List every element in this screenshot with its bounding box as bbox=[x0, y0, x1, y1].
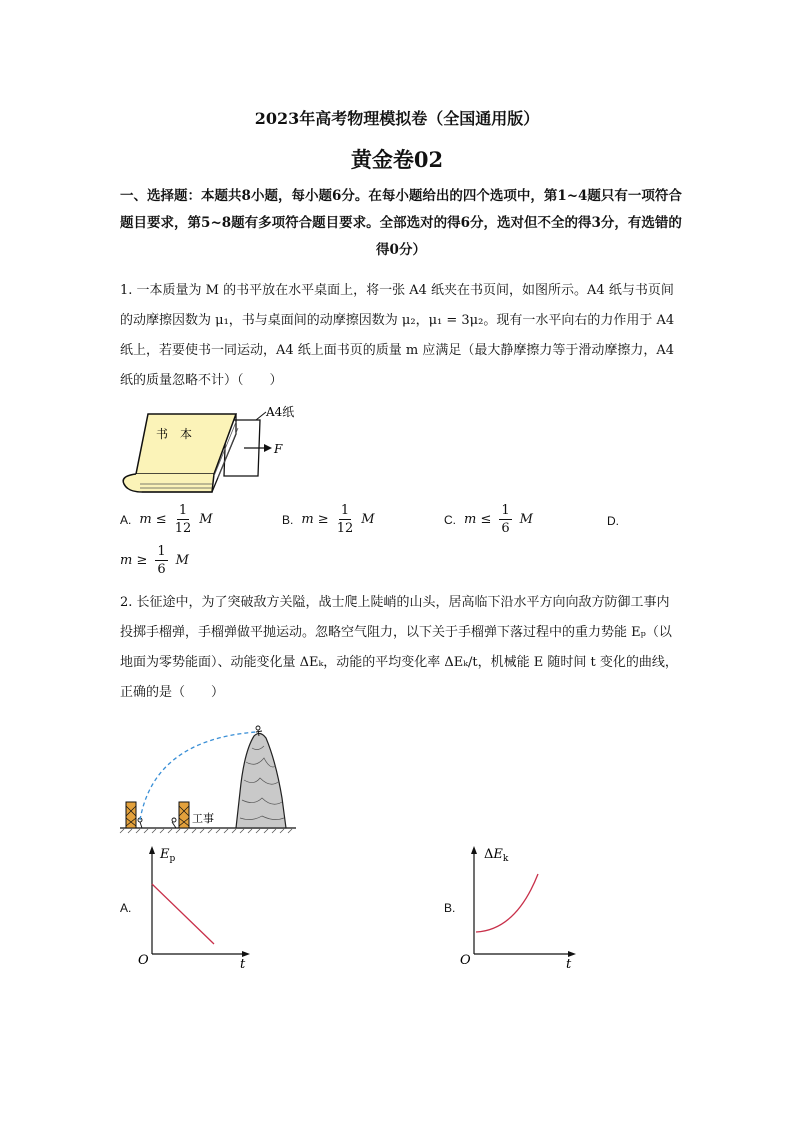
option-a-fraction: $\frac{1}{12}$ bbox=[174, 503, 192, 536]
option-b[interactable]: B. m ≥ $\frac{1}{12}$ M bbox=[282, 503, 375, 536]
paper-label: A4纸 bbox=[266, 405, 295, 419]
option-c-letter: C. bbox=[444, 512, 456, 527]
graph-a-xlabel: t bbox=[240, 957, 246, 970]
option-d-letter-row[interactable] bbox=[607, 514, 619, 528]
fort-label: 工事 bbox=[192, 812, 214, 825]
option-a[interactable]: A. m ≤ $\frac{1}{12}$ M bbox=[120, 503, 213, 536]
graph-a-letter: A. bbox=[120, 901, 132, 915]
left-fortification bbox=[126, 802, 136, 828]
option-a-letter: A. bbox=[120, 512, 132, 527]
question-2-text: 2. 长征途中，为了突破敌方关隘，战士爬上陡峭的山头，居高临下沿水平方向向敌方防御工事内投掷手榴弹，手榴弹做平抛运动。忽略空气阻力，以下关于手榴弹下落过程中的重力势能 Eₚ（以地面为零势能面）、动能变化量 ΔEₖ，动能的平均变化率 ΔEₖ/t，机械能 E 随时间 t 变化的曲线，正确的是（ ） bbox=[120, 595, 678, 700]
book-figure bbox=[118, 404, 318, 500]
exam-title: 2023年高考物理模拟卷（全国通用版） bbox=[254, 109, 540, 128]
right-fortification bbox=[179, 802, 189, 828]
option-d-letter: D. bbox=[607, 514, 619, 528]
graph-a bbox=[134, 842, 254, 970]
graph-a-ylabel: $E_p$ bbox=[160, 847, 176, 864]
grenade-scene-figure bbox=[118, 722, 298, 834]
option-d[interactable]: m ≥ $\frac{1}{6}$ M bbox=[120, 544, 189, 577]
graph-b-letter: B. bbox=[444, 901, 456, 915]
option-b-letter: B. bbox=[282, 512, 294, 527]
graph-a-curve bbox=[152, 884, 214, 944]
book-label: 书 本 bbox=[156, 427, 193, 441]
book-cover bbox=[136, 414, 236, 474]
graph-b bbox=[456, 842, 586, 970]
graph-b-origin: O bbox=[460, 953, 471, 968]
option-c-fraction: $\frac{1}{6}$ bbox=[501, 503, 510, 536]
option-c[interactable]: C. m ≤ $\frac{1}{6}$ M bbox=[444, 503, 533, 536]
section-instructions: 一、选择题：本题共8小题，每小题6分。在每小题给出的四个选项中，第1~4题只有一项符合题目要求，第5~8题有多项符合题目要求。全部选对的得6分，选对但不全的得3分，有选错的得0分） bbox=[120, 188, 682, 258]
exam-subtitle: 黄金卷02 bbox=[350, 147, 444, 172]
question-1-text: 1. 一本质量为 M 的书平放在水平桌面上，将一张 A4 纸夹在书页间，如图所示。A4 纸与书页间的动摩擦因数为 μ₁，书与桌面间的动摩擦因数为 μ₂，μ₁ = 3μ₂。现有一水平向右的力作用于 A4 纸上，若要使书一同运动，A4 纸上面书页的质量 m 应满足（最大静摩擦力等于滑动摩擦力，A4 纸的质量忽略不计）（ ） bbox=[120, 283, 675, 388]
graph-b-xlabel: t bbox=[566, 957, 572, 970]
graph-b-ylabel: $\Delta E_k$ bbox=[484, 847, 509, 864]
option-d-fraction: $\frac{1}{6}$ bbox=[157, 544, 166, 577]
graph-a-origin: O bbox=[138, 953, 149, 968]
mountain bbox=[236, 733, 286, 828]
option-b-fraction: $\frac{1}{12}$ bbox=[336, 503, 354, 536]
graph-b-curve bbox=[476, 874, 538, 932]
force-label: F bbox=[274, 442, 283, 456]
book-spine bbox=[123, 474, 214, 492]
